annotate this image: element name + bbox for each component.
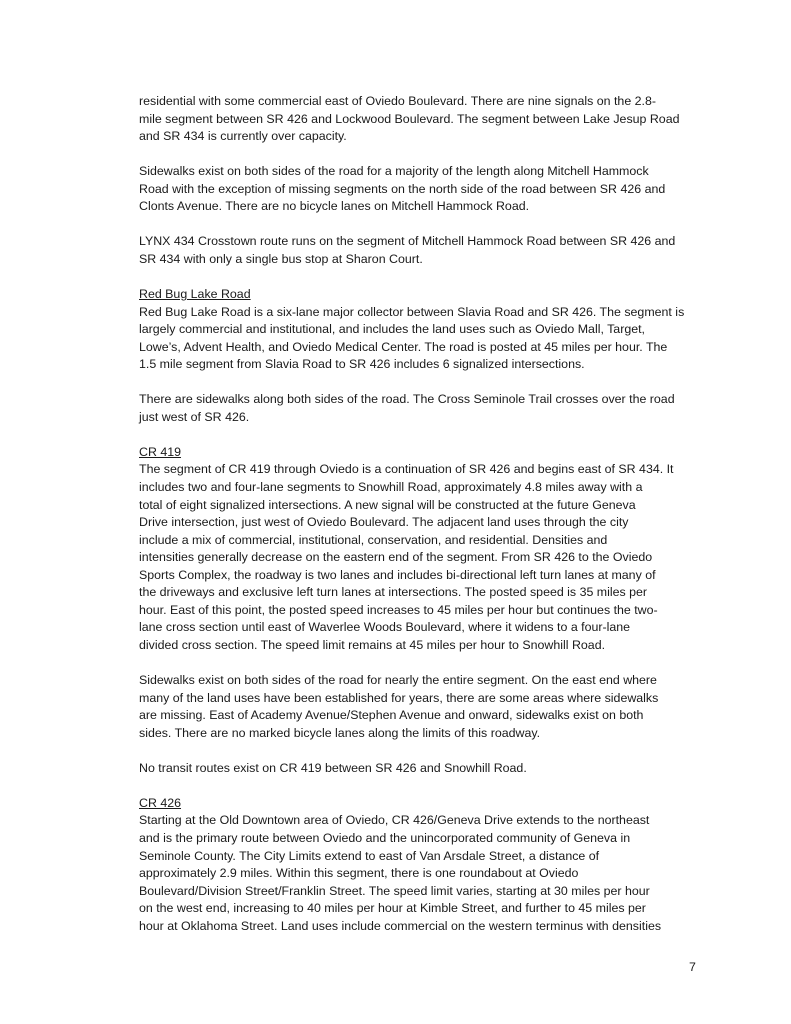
- text-line: mile segment between SR 426 and Lockwood Boulevard. The segment between Lake Jesup Road: [139, 111, 680, 126]
- text-line: sides. There are no marked bicycle lanes along the limits of this roadway.: [139, 725, 541, 740]
- text-line: Boulevard/Division Street/Franklin Street. The speed limit varies, starting at 30 miles per hour: [139, 883, 650, 898]
- text-line: hour at Oklahoma Street. Land uses include commercial on the western terminus with densities: [139, 918, 662, 933]
- paragraph-spacer: [139, 655, 709, 673]
- paragraph-spacer: [139, 426, 709, 444]
- paragraph-spacer: [139, 146, 709, 164]
- section-heading: Red Bug Lake Road: [139, 287, 251, 302]
- section: [139, 795, 709, 935]
- text-line: are missing. East of Academy Avenue/Stephen Avenue and onward, sidewalks exist on both: [139, 708, 644, 723]
- text-line: Seminole County. The City Limits extend to east of Van Arsdale Street, a distance of: [139, 848, 600, 863]
- text-line: Drive intersection, just west of Oviedo Boulevard. The adjacent land uses through the city: [139, 515, 629, 530]
- section: [139, 286, 709, 374]
- paragraph: [139, 93, 709, 146]
- text-line: many of the land uses have been established for years, there are some areas where sidewalks: [139, 690, 659, 705]
- text-line: No transit routes exist on CR 419 between SR 426 and Snowhill Road.: [139, 760, 527, 775]
- text-line: divided cross section. The speed limit remains at 45 miles per hour to Snowhill Road.: [139, 637, 606, 652]
- paragraph: [139, 672, 709, 742]
- text-line: total of eight signalized intersections. A new signal will be constructed at the future Geneva: [139, 497, 636, 512]
- text-line: Starting at the Old Downtown area of Oviedo, CR 426/Geneva Drive extends to the northeast: [139, 813, 650, 828]
- text-line: Road with the exception of missing segments on the north side of the road between SR 426 and: [139, 181, 666, 196]
- text-line: Sports Complex, the roadway is two lanes and includes bi-directional left turn lanes at many of: [139, 567, 656, 582]
- text-line: Sidewalks exist on both sides of the road for a majority of the length along Mitchell Hammock: [139, 164, 649, 179]
- text-line: largely commercial and institutional, and includes the land uses such as Oviedo Mall, Target,: [139, 322, 645, 337]
- text-line: and is the primary route between Oviedo and the unincorporated community of Geneva in: [139, 830, 631, 845]
- paragraph: [139, 760, 709, 778]
- text-line: 1.5 mile segment from Slavia Road to SR 426 includes 6 signalized intersections.: [139, 357, 585, 372]
- text-line: LYNX 434 Crosstown route runs on the segment of Mitchell Hammock Road between SR 426 and: [139, 234, 676, 249]
- text-line: intensities generally decrease on the eastern end of the segment. From SR 426 to the Oviedo: [139, 550, 653, 565]
- text-line: includes two and four-lane segments to Snowhill Road, approximately 4.8 miles away with a: [139, 480, 643, 495]
- text-line: There are sidewalks along both sides of the road. The Cross Seminole Trail crosses over the road: [139, 392, 675, 407]
- text-line: hour. East of this point, the posted speed increases to 45 miles per hour but continues the two-: [139, 602, 658, 617]
- paragraph-spacer: [139, 374, 709, 392]
- text-line: on the west end, increasing to 40 miles per hour at Kimble Street, and further to 45 miles per: [139, 901, 646, 916]
- section-heading: CR 419: [139, 444, 182, 459]
- section: [139, 444, 709, 655]
- page-number: 7: [689, 960, 696, 974]
- text-line: Red Bug Lake Road is a six-lane major collector between Slavia Road and SR 426. The segment is: [139, 304, 685, 319]
- text-line: Clonts Avenue. There are no bicycle lanes on Mitchell Hammock Road.: [139, 199, 530, 214]
- text-line: and SR 434 is currently over capacity.: [139, 129, 347, 144]
- paragraph-spacer: [139, 742, 709, 760]
- text-line: approximately 2.9 miles. Within this segment, there is one roundabout at Oviedo: [139, 866, 579, 881]
- text-line: include a mix of commercial, institutional, conservation, and residential. Densities and: [139, 532, 608, 547]
- paragraph-spacer: [139, 268, 709, 286]
- paragraph-spacer: [139, 216, 709, 234]
- paragraph: [139, 233, 709, 268]
- text-line: Lowe’s, Advent Health, and Oviedo Medical Center. The road is posted at 45 miles per hour. The: [139, 339, 668, 354]
- text-line: The segment of CR 419 through Oviedo is a continuation of SR 426 and begins east of SR 434. It: [139, 462, 674, 477]
- section-heading: CR 426: [139, 795, 182, 810]
- text-line: just west of SR 426.: [139, 409, 250, 424]
- text-line: lane cross section until east of Waverlee Woods Boulevard, where it widens to a four-lane: [139, 620, 631, 635]
- paragraph: [139, 391, 709, 426]
- text-line: Sidewalks exist on both sides of the road for nearly the entire segment. On the east end where: [139, 673, 657, 688]
- document-page: [139, 93, 709, 935]
- paragraph-spacer: [139, 777, 709, 795]
- text-line: residential with some commercial east of Oviedo Boulevard. There are nine signals on the 2.8-: [139, 94, 657, 108]
- text-line: SR 434 with only a single bus stop at Sharon Court.: [139, 251, 423, 266]
- text-line: the driveways and exclusive left turn lanes at intersections. The posted speed is 35 miles per: [139, 585, 648, 600]
- paragraph: [139, 163, 709, 216]
